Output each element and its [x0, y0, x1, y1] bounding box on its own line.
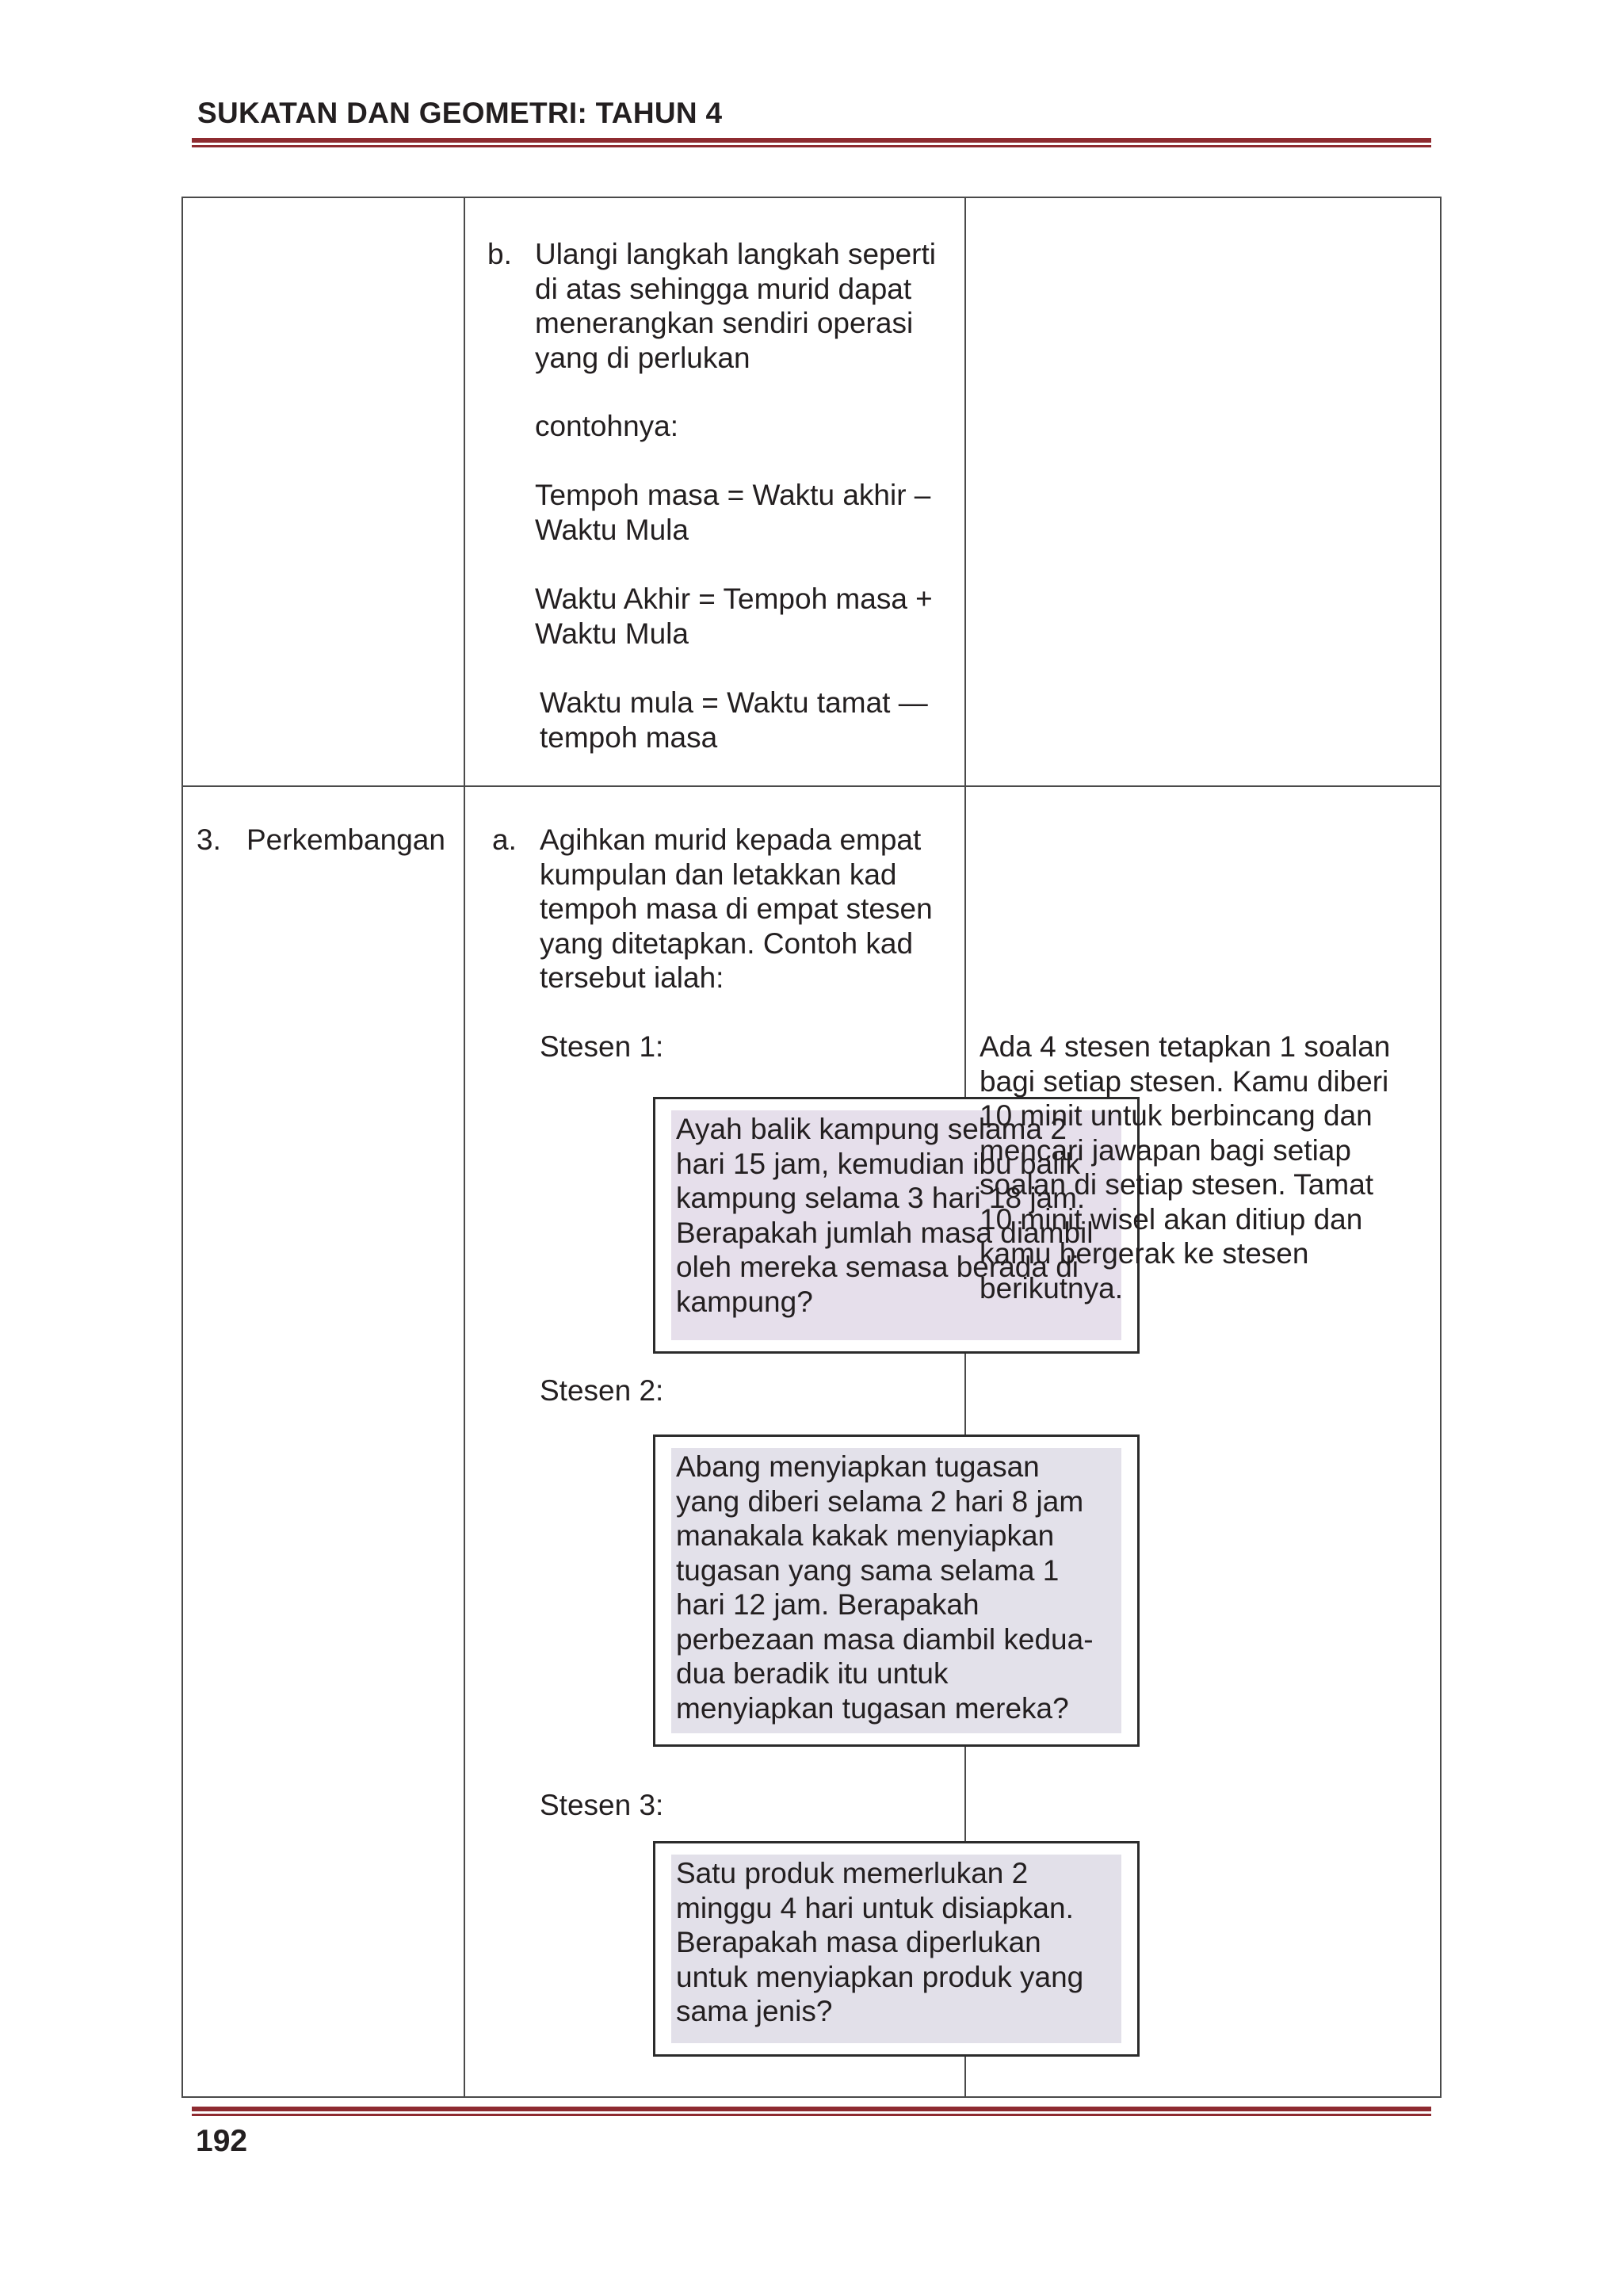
station-1-label: Stesen 1: [540, 1030, 664, 1063]
lesson-table [181, 197, 1442, 2098]
example-label: contohnya: [535, 410, 679, 442]
page-number: 192 [196, 2124, 248, 2158]
stage-number: 3. [197, 823, 221, 856]
step-marker-b: b. [487, 238, 512, 270]
station-2-card [653, 1435, 1140, 1747]
station-2-label: Stesen 2: [540, 1374, 664, 1407]
step-b-text: Ulangi langkah langkah seperti di atas sehingga murid dapat menerangkan sendiri operasi yang di perlukan [535, 238, 937, 374]
column-divider-1 [464, 198, 465, 2096]
station-1-question: Ayah balik kampung selama 2 hari 15 jam, kemudian ibu balik kampung selama 3 hari 18 jam. Berapakah jumlah masa diambil oleh mereka semasa berada di kampung? [676, 1113, 1094, 1318]
footer-rule [192, 2107, 1431, 2118]
formula-start-time: Waktu mula = Waktu tamat — tempoh masa [540, 686, 928, 754]
formula-duration: Tempoh masa = Waktu akhir – Waktu Mula [535, 479, 931, 546]
step-a-text: Agihkan murid kepada empat kumpulan dan letakkan kad tempoh masa di empat stesen yang ditetapkan. Contoh kad tersebut ialah: [540, 823, 933, 994]
station-3-question: Satu produk memerlukan 2 minggu 4 hari untuk disiapkan. Berapakah masa diperlukan untuk menyiapkan produk yang sama jenis? [676, 1857, 1084, 2027]
stage-name: Perkembangan [246, 823, 445, 856]
station-3-label: Stesen 3: [540, 1789, 664, 1821]
step-marker-a: a. [492, 823, 517, 856]
header-rule [192, 138, 1431, 149]
row-divider [183, 785, 1440, 787]
station-3-card [653, 1841, 1140, 2057]
station-2-question: Abang menyiapkan tugasan yang diberi selama 2 hari 8 jam manakala kakak menyiapkan tugasan yang sama selama 1 hari 12 jam. Berapakah perbezaan masa diambil kedua- dua beradik itu untuk menyiapkan tugasan mereka? [676, 1450, 1094, 1725]
page-title: SUKATAN DAN GEOMETRI: TAHUN 4 [197, 97, 723, 129]
station-instructions: Ada 4 stesen tetapkan 1 soalan bagi setiap stesen. Kamu diberi 10 minit untuk berbincang dan mencari jawapan bagi setiap soalan di setiap stesen. Tamat 10 minit wisel akan ditiup dan kamu bergerak ke stesen berikutnya. [980, 1030, 1391, 1305]
formula-end-time: Waktu Akhir = Tempoh masa + Waktu Mula [535, 583, 933, 650]
